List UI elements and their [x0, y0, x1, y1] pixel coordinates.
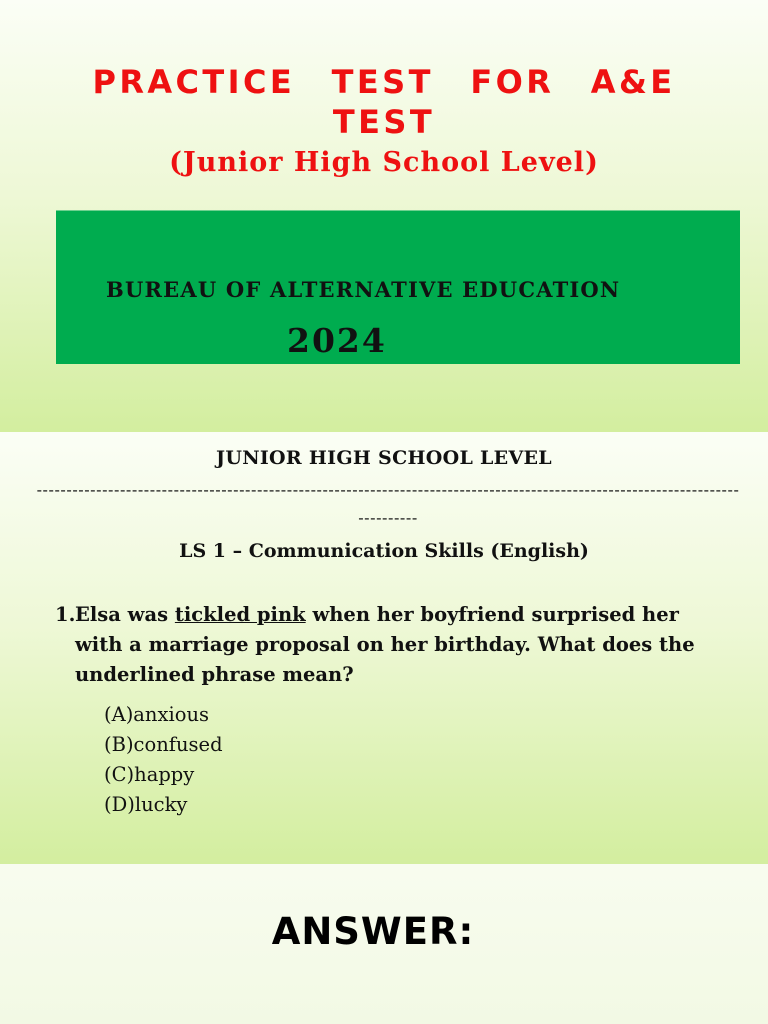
answer-choices — [104, 700, 223, 820]
question-text — [75, 600, 715, 690]
question-slide — [0, 432, 768, 864]
question-text-after: when her boyfriend surprised her with a marriage proposal on her birthday. What does the underlined phrase mean? — [75, 603, 695, 686]
choice-c[interactable]: (C)happy — [104, 763, 195, 786]
question-text-before: Elsa was — [75, 603, 175, 626]
underlined-phrase: tickled pink — [174, 603, 306, 626]
choice-b[interactable]: (B)confused — [104, 733, 223, 756]
subject-heading: LS 1 – Communication Skills (English) — [179, 540, 589, 562]
answer-label: ANSWER: — [271, 910, 475, 953]
bureau-name: BUREAU OF ALTERNATIVE EDUCATION — [106, 277, 621, 302]
choice-d[interactable]: (D)lucky — [104, 793, 188, 816]
question-number: 1. — [55, 603, 76, 626]
title-slide — [0, 0, 768, 432]
page-subtitle: (Junior High School Level) — [169, 147, 599, 178]
choice-a[interactable]: (A)anxious — [104, 703, 210, 726]
divider-line: -------------------------------------------------------------------------------------------------------------------------------- — [36, 480, 740, 527]
level-heading: JUNIOR HIGH SCHOOL LEVEL — [216, 447, 552, 469]
year-label: 2024 — [287, 321, 387, 360]
page-title: PRACTICE TEST FOR A&E TEST — [92, 63, 676, 141]
answer-slide — [0, 864, 768, 1024]
bureau-banner — [56, 210, 740, 364]
question-1 — [55, 600, 715, 690]
